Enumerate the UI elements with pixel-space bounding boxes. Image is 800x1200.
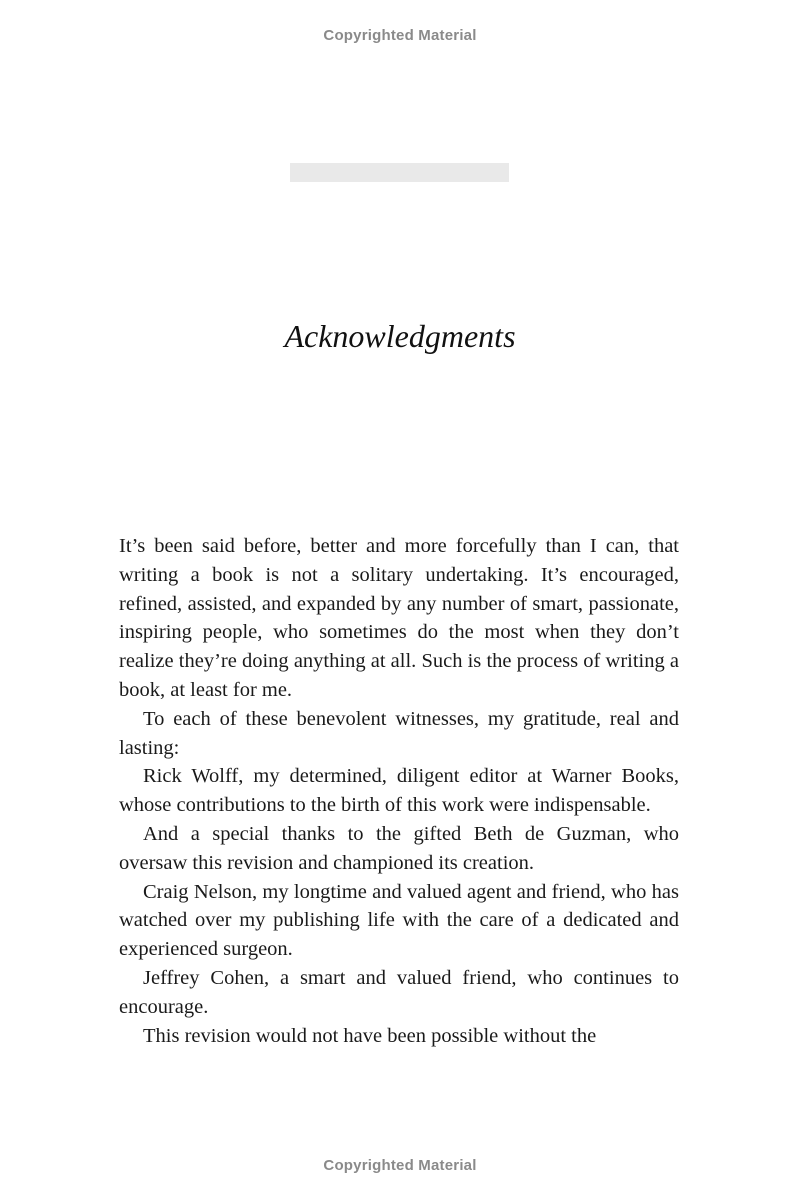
chapter-title: Acknowledgments xyxy=(284,318,516,354)
paragraph-6: Jeffrey Cohen, a smart and valued friend, who continues to encourage. xyxy=(119,966,679,1018)
copyright-watermark-bottom: Copyrighted Material xyxy=(323,1157,477,1174)
paragraph-3: Rick Wolff, my determined, diligent editor at Warner Books, whose contributions to the birth of this work were indispensable. xyxy=(119,765,679,817)
copyright-watermark-top: Copyrighted Material xyxy=(323,27,477,44)
paragraph-1: It’s been said before, better and more forcefully than I can, that writing a book is not a solitary undertaking. It’s encouraged, refined, assisted, and expanded by any number of smart, passionate, inspiring people, who sometimes do the most when they don’t realize they’re doing anything at all. Such is the process of writing a book, at least for me. xyxy=(119,535,679,701)
redaction-bar xyxy=(290,163,509,182)
paragraph-2: To each of these benevolent witnesses, my gratitude, real and lasting: xyxy=(119,707,679,759)
paragraph-4: And a special thanks to the gifted Beth de Guzman, who oversaw this revision and championed its creation. xyxy=(119,822,679,874)
paragraph-7: This revision would not have been possible without the xyxy=(143,1024,597,1047)
body-text xyxy=(119,532,679,1050)
paragraph-5: Craig Nelson, my longtime and valued agent and friend, who has watched over my publishing life with the care of a dedicated and experienced surgeon. xyxy=(119,880,679,961)
